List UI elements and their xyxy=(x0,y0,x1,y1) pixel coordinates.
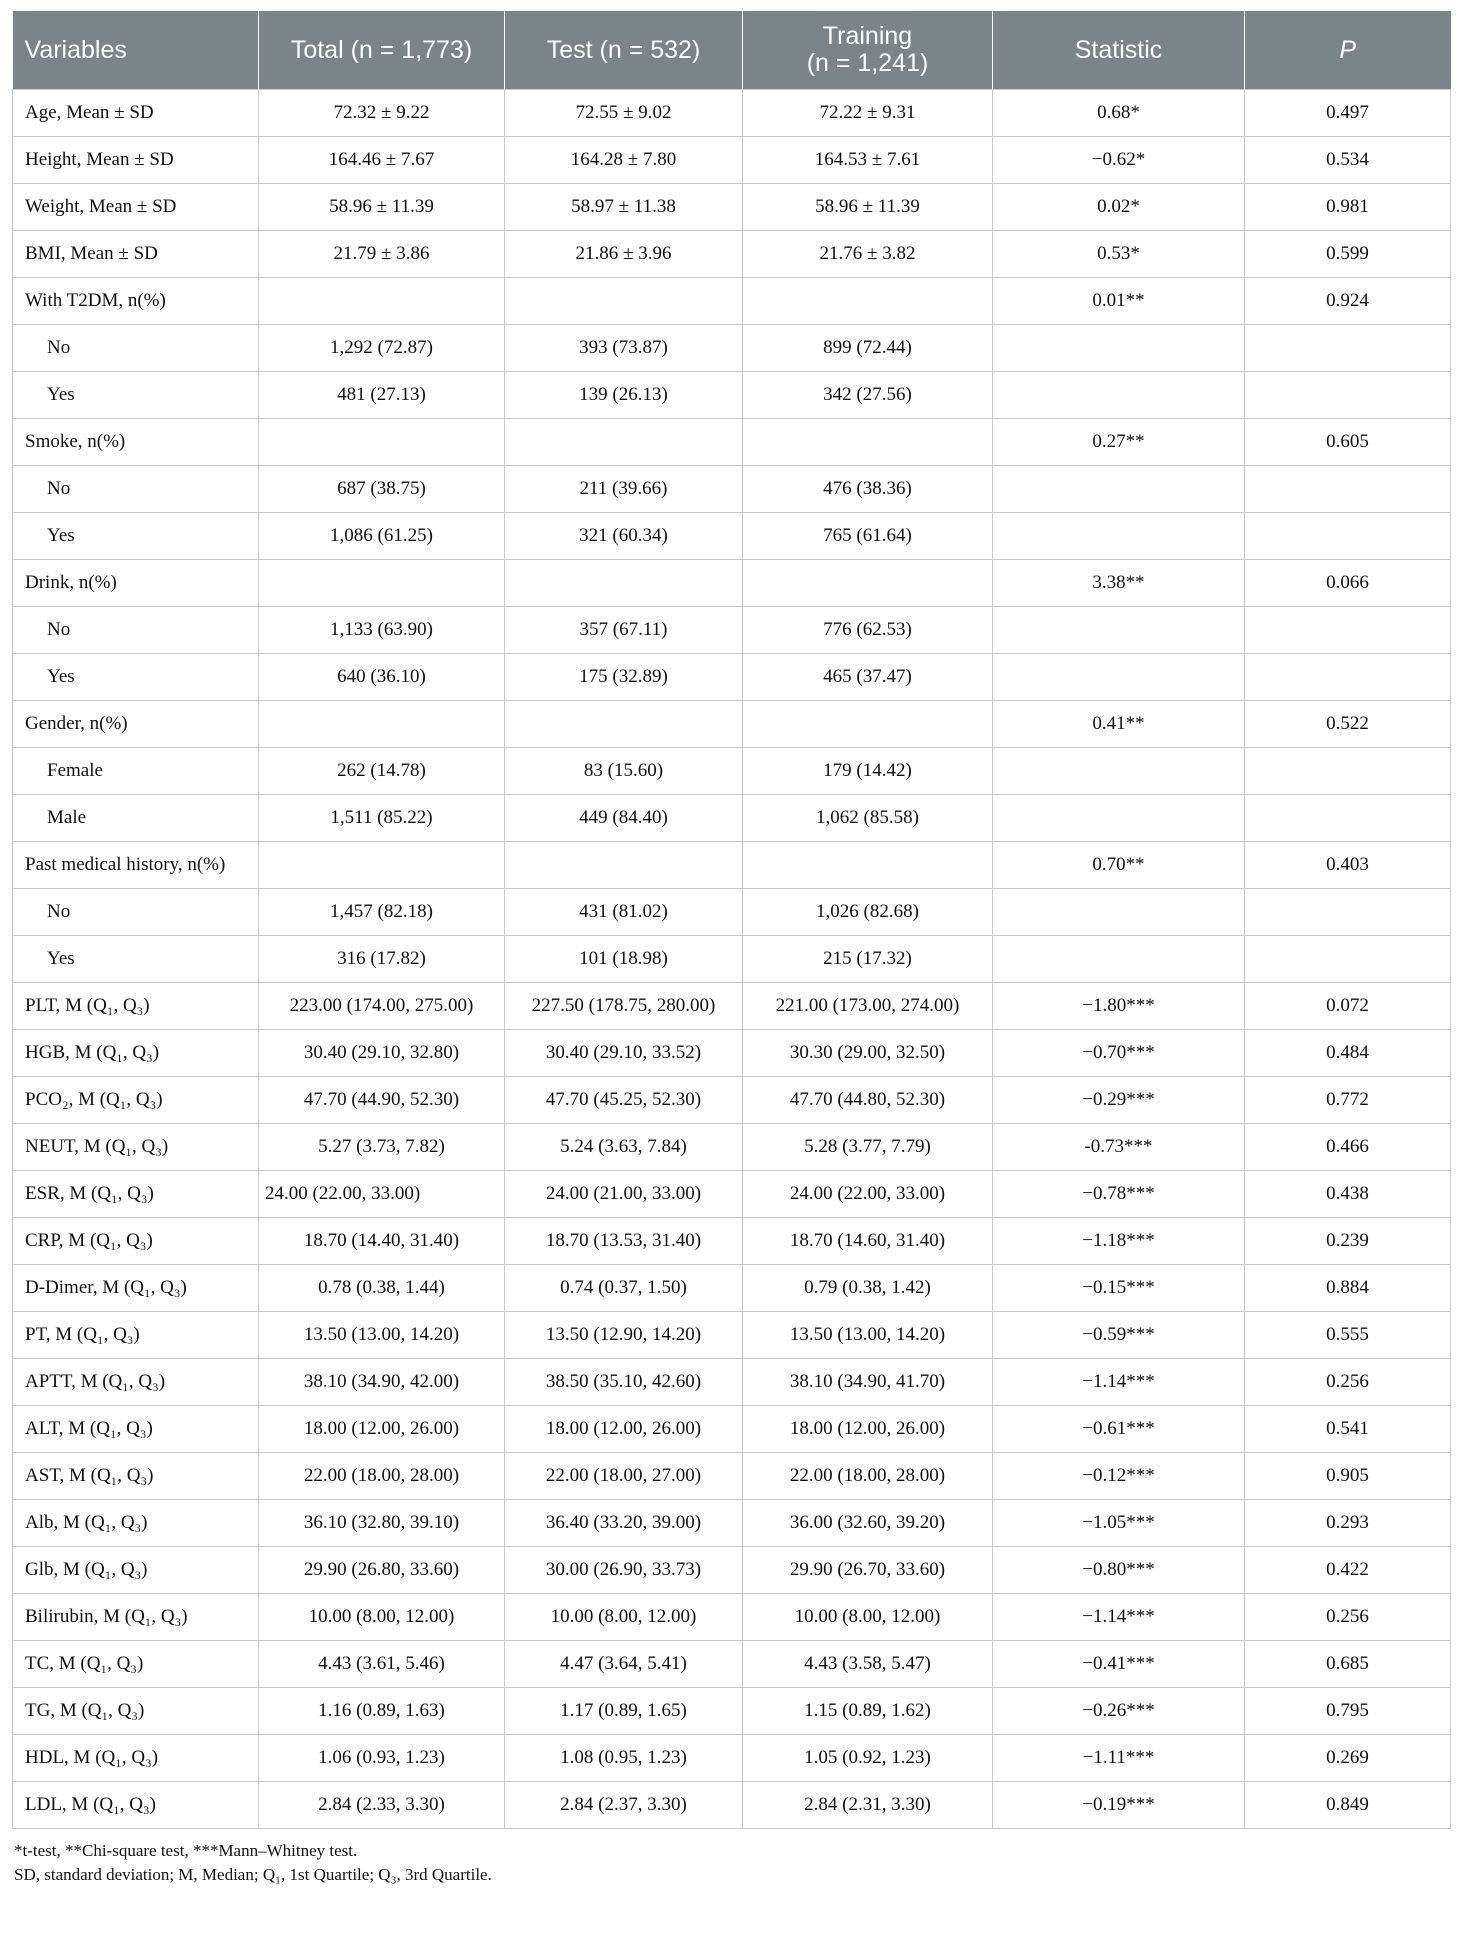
table-row xyxy=(13,137,1451,184)
p-value-cell: 0.403 xyxy=(1245,842,1451,889)
training-cell: 0.79 (0.38, 1.42) xyxy=(743,1265,993,1312)
training-cell: 164.53 ± 7.61 xyxy=(743,137,993,184)
total-cell: 18.70 (14.40, 31.40) xyxy=(259,1218,505,1265)
training-cell: 38.10 (34.90, 41.70) xyxy=(743,1359,993,1406)
test-cell: 0.74 (0.37, 1.50) xyxy=(505,1265,743,1312)
table-row xyxy=(13,1124,1451,1171)
p-value-cell: 0.484 xyxy=(1245,1030,1451,1077)
training-cell: 2.84 (2.31, 3.30) xyxy=(743,1782,993,1829)
total-cell: 1,457 (82.18) xyxy=(259,889,505,936)
total-cell: 316 (17.82) xyxy=(259,936,505,983)
p-value-cell: 0.466 xyxy=(1245,1124,1451,1171)
table-row xyxy=(13,1312,1451,1359)
total-cell: 0.78 (0.38, 1.44) xyxy=(259,1265,505,1312)
table-row xyxy=(13,1453,1451,1500)
statistic-cell: −0.15*** xyxy=(993,1265,1245,1312)
total-cell: 10.00 (8.00, 12.00) xyxy=(259,1594,505,1641)
test-cell xyxy=(505,842,743,889)
training-cell: 58.96 ± 11.39 xyxy=(743,184,993,231)
variable-cell: Alb, M (Q₁, Q₃) xyxy=(13,1500,259,1547)
training-cell: 1.15 (0.89, 1.62) xyxy=(743,1688,993,1735)
total-cell: 30.40 (29.10, 32.80) xyxy=(259,1030,505,1077)
test-cell xyxy=(505,560,743,607)
total-cell: 1.16 (0.89, 1.63) xyxy=(259,1688,505,1735)
total-cell: 58.96 ± 11.39 xyxy=(259,184,505,231)
test-cell: 83 (15.60) xyxy=(505,748,743,795)
test-cell xyxy=(505,419,743,466)
variable-cell: Yes xyxy=(13,654,259,701)
total-cell: 38.10 (34.90, 42.00) xyxy=(259,1359,505,1406)
variable-cell: LDL, M (Q₁, Q₃) xyxy=(13,1782,259,1829)
variable-cell: CRP, M (Q₁, Q₃) xyxy=(13,1218,259,1265)
statistic-cell xyxy=(993,372,1245,419)
header-training: Training (n = 1,241) xyxy=(743,11,993,90)
training-cell xyxy=(743,701,993,748)
header-row xyxy=(13,11,1451,90)
training-cell: 1,062 (85.58) xyxy=(743,795,993,842)
variable-cell: Past medical history, n(%) xyxy=(13,842,259,889)
training-cell: 4.43 (3.58, 5.47) xyxy=(743,1641,993,1688)
table-row xyxy=(13,889,1451,936)
test-cell: 1.17 (0.89, 1.65) xyxy=(505,1688,743,1735)
test-cell: 30.00 (26.90, 33.73) xyxy=(505,1547,743,1594)
total-cell: 47.70 (44.90, 52.30) xyxy=(259,1077,505,1124)
table-row xyxy=(13,513,1451,560)
total-cell xyxy=(259,278,505,325)
variable-cell: APTT, M (Q₁, Q₃) xyxy=(13,1359,259,1406)
table-row xyxy=(13,1030,1451,1077)
variable-cell: With T2DM, n(%) xyxy=(13,278,259,325)
statistic-cell: −0.78*** xyxy=(993,1171,1245,1218)
p-value-cell xyxy=(1245,748,1451,795)
statistic-cell: −0.70*** xyxy=(993,1030,1245,1077)
test-cell: 431 (81.02) xyxy=(505,889,743,936)
table-row xyxy=(13,278,1451,325)
training-cell: 29.90 (26.70, 33.60) xyxy=(743,1547,993,1594)
header-test: Test (n = 532) xyxy=(505,11,743,90)
test-cell: 22.00 (18.00, 27.00) xyxy=(505,1453,743,1500)
table-row xyxy=(13,1265,1451,1312)
table-container xyxy=(12,11,1450,1887)
variable-cell: Drink, n(%) xyxy=(13,560,259,607)
total-cell: 29.90 (26.80, 33.60) xyxy=(259,1547,505,1594)
table-row xyxy=(13,184,1451,231)
header-variables: Variables xyxy=(13,11,259,90)
training-cell: 179 (14.42) xyxy=(743,748,993,795)
variable-cell: Female xyxy=(13,748,259,795)
p-value-cell: 0.795 xyxy=(1245,1688,1451,1735)
variable-cell: HGB, M (Q₁, Q₃) xyxy=(13,1030,259,1077)
training-cell: 342 (27.56) xyxy=(743,372,993,419)
training-cell: 1,026 (82.68) xyxy=(743,889,993,936)
training-cell xyxy=(743,560,993,607)
test-cell: 47.70 (45.25, 52.30) xyxy=(505,1077,743,1124)
total-cell: 36.10 (32.80, 39.10) xyxy=(259,1500,505,1547)
statistic-cell: 0.41** xyxy=(993,701,1245,748)
total-cell: 21.79 ± 3.86 xyxy=(259,231,505,278)
statistic-cell: −1.14*** xyxy=(993,1594,1245,1641)
table-row xyxy=(13,1359,1451,1406)
p-value-cell: 0.981 xyxy=(1245,184,1451,231)
total-cell xyxy=(259,419,505,466)
statistic-cell xyxy=(993,466,1245,513)
total-cell: 5.27 (3.73, 7.82) xyxy=(259,1124,505,1171)
table-row xyxy=(13,1547,1451,1594)
table-row xyxy=(13,1594,1451,1641)
training-cell: 476 (38.36) xyxy=(743,466,993,513)
training-cell: 221.00 (173.00, 274.00) xyxy=(743,983,993,1030)
training-cell xyxy=(743,842,993,889)
total-cell xyxy=(259,842,505,889)
p-value-cell: 0.849 xyxy=(1245,1782,1451,1829)
test-cell: 4.47 (3.64, 5.41) xyxy=(505,1641,743,1688)
table-row xyxy=(13,1406,1451,1453)
p-value-cell xyxy=(1245,607,1451,654)
total-cell: 481 (27.13) xyxy=(259,372,505,419)
variable-cell: Smoke, n(%) xyxy=(13,419,259,466)
p-value-cell xyxy=(1245,372,1451,419)
test-cell: 393 (73.87) xyxy=(505,325,743,372)
variable-cell: PCO₂, M (Q₁, Q₃) xyxy=(13,1077,259,1124)
p-value-cell: 0.072 xyxy=(1245,983,1451,1030)
training-cell: 24.00 (22.00, 33.00) xyxy=(743,1171,993,1218)
table-row xyxy=(13,1782,1451,1829)
variable-cell: NEUT, M (Q₁, Q₃) xyxy=(13,1124,259,1171)
variable-cell: D-Dimer, M (Q₁, Q₃) xyxy=(13,1265,259,1312)
test-cell: 38.50 (35.10, 42.60) xyxy=(505,1359,743,1406)
total-cell: 72.32 ± 9.22 xyxy=(259,90,505,137)
test-cell: 5.24 (3.63, 7.84) xyxy=(505,1124,743,1171)
test-cell: 357 (67.11) xyxy=(505,607,743,654)
table-row xyxy=(13,607,1451,654)
training-cell: 18.00 (12.00, 26.00) xyxy=(743,1406,993,1453)
table-row xyxy=(13,372,1451,419)
training-cell: 776 (62.53) xyxy=(743,607,993,654)
variable-cell: AST, M (Q₁, Q₃) xyxy=(13,1453,259,1500)
total-cell: 1,133 (63.90) xyxy=(259,607,505,654)
statistic-cell: 3.38** xyxy=(993,560,1245,607)
total-cell: 13.50 (13.00, 14.20) xyxy=(259,1312,505,1359)
p-value-cell: 0.497 xyxy=(1245,90,1451,137)
p-value-cell: 0.256 xyxy=(1245,1594,1451,1641)
total-cell: 1,511 (85.22) xyxy=(259,795,505,842)
table-row xyxy=(13,936,1451,983)
variable-cell: No xyxy=(13,607,259,654)
total-cell: 262 (14.78) xyxy=(259,748,505,795)
training-cell: 30.30 (29.00, 32.50) xyxy=(743,1030,993,1077)
test-cell: 13.50 (12.90, 14.20) xyxy=(505,1312,743,1359)
training-cell xyxy=(743,419,993,466)
p-value-cell: 0.555 xyxy=(1245,1312,1451,1359)
statistic-cell: −1.14*** xyxy=(993,1359,1245,1406)
training-cell: 72.22 ± 9.31 xyxy=(743,90,993,137)
statistic-cell xyxy=(993,795,1245,842)
statistic-cell xyxy=(993,889,1245,936)
statistic-cell: 0.70** xyxy=(993,842,1245,889)
table-row xyxy=(13,419,1451,466)
total-cell xyxy=(259,560,505,607)
footnote-abbreviations: SD, standard deviation; M, Median; Q₁, 1st Quartile; Q₃, 3rd Quartile. xyxy=(14,1865,492,1884)
training-cell: 36.00 (32.60, 39.20) xyxy=(743,1500,993,1547)
variable-cell: Gender, n(%) xyxy=(13,701,259,748)
table-row xyxy=(13,748,1451,795)
test-cell: 24.00 (21.00, 33.00) xyxy=(505,1171,743,1218)
statistic-cell: 0.02* xyxy=(993,184,1245,231)
test-cell: 175 (32.89) xyxy=(505,654,743,701)
footnote-tests: *t-test, **Chi-square test, ***Mann–Whitney test. xyxy=(14,1841,358,1860)
statistic-cell: −0.80*** xyxy=(993,1547,1245,1594)
statistic-cell xyxy=(993,325,1245,372)
table-row xyxy=(13,654,1451,701)
variable-cell: Yes xyxy=(13,372,259,419)
statistic-cell xyxy=(993,654,1245,701)
p-value-cell xyxy=(1245,513,1451,560)
p-value-cell: 0.605 xyxy=(1245,419,1451,466)
training-cell: 1.05 (0.92, 1.23) xyxy=(743,1735,993,1782)
test-cell: 58.97 ± 11.38 xyxy=(505,184,743,231)
training-cell: 18.70 (14.60, 31.40) xyxy=(743,1218,993,1265)
p-value-cell xyxy=(1245,889,1451,936)
table-row xyxy=(13,701,1451,748)
training-cell: 465 (37.47) xyxy=(743,654,993,701)
total-cell xyxy=(259,701,505,748)
total-cell: 687 (38.75) xyxy=(259,466,505,513)
training-cell: 21.76 ± 3.82 xyxy=(743,231,993,278)
variable-cell: ALT, M (Q₁, Q₃) xyxy=(13,1406,259,1453)
table-row xyxy=(13,1171,1451,1218)
table-body xyxy=(13,90,1451,1829)
variable-cell: PT, M (Q₁, Q₃) xyxy=(13,1312,259,1359)
table-row xyxy=(13,90,1451,137)
header-total: Total (n = 1,773) xyxy=(259,11,505,90)
p-value-cell: 0.884 xyxy=(1245,1265,1451,1312)
p-value-cell: 0.772 xyxy=(1245,1077,1451,1124)
table-row xyxy=(13,325,1451,372)
variable-cell: Male xyxy=(13,795,259,842)
p-value-cell: 0.599 xyxy=(1245,231,1451,278)
variable-cell: HDL, M (Q₁, Q₃) xyxy=(13,1735,259,1782)
variable-cell: Yes xyxy=(13,936,259,983)
table-row xyxy=(13,231,1451,278)
total-cell: 223.00 (174.00, 275.00) xyxy=(259,983,505,1030)
total-cell: 4.43 (3.61, 5.46) xyxy=(259,1641,505,1688)
p-value-cell: 0.534 xyxy=(1245,137,1451,184)
statistic-cell: −1.05*** xyxy=(993,1500,1245,1547)
statistic-cell: −1.80*** xyxy=(993,983,1245,1030)
statistic-cell: −0.19*** xyxy=(993,1782,1245,1829)
total-cell: 24.00 (22.00, 33.00) xyxy=(259,1171,505,1218)
variable-cell: ESR, M (Q₁, Q₃) xyxy=(13,1171,259,1218)
total-cell: 1,292 (72.87) xyxy=(259,325,505,372)
p-value-cell: 0.685 xyxy=(1245,1641,1451,1688)
variable-cell: Yes xyxy=(13,513,259,560)
statistic-cell: −1.18*** xyxy=(993,1218,1245,1265)
training-cell: 215 (17.32) xyxy=(743,936,993,983)
variable-cell: TG, M (Q₁, Q₃) xyxy=(13,1688,259,1735)
total-cell: 1,086 (61.25) xyxy=(259,513,505,560)
test-cell: 1.08 (0.95, 1.23) xyxy=(505,1735,743,1782)
statistic-cell: −1.11*** xyxy=(993,1735,1245,1782)
p-value-cell: 0.422 xyxy=(1245,1547,1451,1594)
baseline-characteristics-table xyxy=(12,11,1451,1829)
p-value-cell: 0.293 xyxy=(1245,1500,1451,1547)
statistic-cell: −0.59*** xyxy=(993,1312,1245,1359)
statistic-cell xyxy=(993,748,1245,795)
p-value-cell xyxy=(1245,936,1451,983)
variable-cell: BMI, Mean ± SD xyxy=(13,231,259,278)
statistic-cell: -0.73*** xyxy=(993,1124,1245,1171)
p-value-cell: 0.256 xyxy=(1245,1359,1451,1406)
table-row xyxy=(13,1641,1451,1688)
statistic-cell: 0.27** xyxy=(993,419,1245,466)
statistic-cell: −0.62* xyxy=(993,137,1245,184)
statistic-cell: −0.61*** xyxy=(993,1406,1245,1453)
p-value-cell xyxy=(1245,795,1451,842)
statistic-cell xyxy=(993,936,1245,983)
statistic-cell: 0.68* xyxy=(993,90,1245,137)
p-value-cell: 0.541 xyxy=(1245,1406,1451,1453)
test-cell xyxy=(505,278,743,325)
variable-cell: No xyxy=(13,889,259,936)
training-cell: 47.70 (44.80, 52.30) xyxy=(743,1077,993,1124)
test-cell: 227.50 (178.75, 280.00) xyxy=(505,983,743,1030)
table-row xyxy=(13,983,1451,1030)
training-cell: 10.00 (8.00, 12.00) xyxy=(743,1594,993,1641)
header-p: P xyxy=(1245,11,1451,90)
table-row xyxy=(13,795,1451,842)
test-cell: 164.28 ± 7.80 xyxy=(505,137,743,184)
test-cell: 30.40 (29.10, 33.52) xyxy=(505,1030,743,1077)
total-cell: 22.00 (18.00, 28.00) xyxy=(259,1453,505,1500)
total-cell: 640 (36.10) xyxy=(259,654,505,701)
total-cell: 2.84 (2.33, 3.30) xyxy=(259,1782,505,1829)
p-value-cell: 0.522 xyxy=(1245,701,1451,748)
p-value-cell xyxy=(1245,325,1451,372)
test-cell: 2.84 (2.37, 3.30) xyxy=(505,1782,743,1829)
p-value-cell: 0.239 xyxy=(1245,1218,1451,1265)
training-cell xyxy=(743,278,993,325)
table-row xyxy=(13,560,1451,607)
test-cell: 21.86 ± 3.96 xyxy=(505,231,743,278)
p-value-cell: 0.438 xyxy=(1245,1171,1451,1218)
statistic-cell xyxy=(993,513,1245,560)
variable-cell: Weight, Mean ± SD xyxy=(13,184,259,231)
test-cell: 72.55 ± 9.02 xyxy=(505,90,743,137)
test-cell: 449 (84.40) xyxy=(505,795,743,842)
variable-cell: Bilirubin, M (Q₁, Q₃) xyxy=(13,1594,259,1641)
table-row xyxy=(13,466,1451,513)
statistic-cell: −0.41*** xyxy=(993,1641,1245,1688)
table-footnotes xyxy=(12,1839,1450,1887)
training-cell: 5.28 (3.77, 7.79) xyxy=(743,1124,993,1171)
training-cell: 13.50 (13.00, 14.20) xyxy=(743,1312,993,1359)
p-value-cell: 0.269 xyxy=(1245,1735,1451,1782)
statistic-cell: −0.12*** xyxy=(993,1453,1245,1500)
variable-cell: PLT, M (Q₁, Q₃) xyxy=(13,983,259,1030)
statistic-cell: −0.26*** xyxy=(993,1688,1245,1735)
variable-cell: Glb, M (Q₁, Q₃) xyxy=(13,1547,259,1594)
total-cell: 164.46 ± 7.67 xyxy=(259,137,505,184)
training-cell: 22.00 (18.00, 28.00) xyxy=(743,1453,993,1500)
test-cell: 101 (18.98) xyxy=(505,936,743,983)
table-row xyxy=(13,1218,1451,1265)
p-value-cell xyxy=(1245,654,1451,701)
variable-cell: No xyxy=(13,466,259,513)
variable-cell: Height, Mean ± SD xyxy=(13,137,259,184)
total-cell: 18.00 (12.00, 26.00) xyxy=(259,1406,505,1453)
statistic-cell: 0.01** xyxy=(993,278,1245,325)
training-cell: 899 (72.44) xyxy=(743,325,993,372)
variable-cell: TC, M (Q₁, Q₃) xyxy=(13,1641,259,1688)
test-cell xyxy=(505,701,743,748)
variable-cell: No xyxy=(13,325,259,372)
test-cell: 18.00 (12.00, 26.00) xyxy=(505,1406,743,1453)
test-cell: 139 (26.13) xyxy=(505,372,743,419)
table-row xyxy=(13,842,1451,889)
p-value-cell xyxy=(1245,466,1451,513)
test-cell: 18.70 (13.53, 31.40) xyxy=(505,1218,743,1265)
test-cell: 211 (39.66) xyxy=(505,466,743,513)
test-cell: 321 (60.34) xyxy=(505,513,743,560)
statistic-cell: −0.29*** xyxy=(993,1077,1245,1124)
test-cell: 10.00 (8.00, 12.00) xyxy=(505,1594,743,1641)
table-row xyxy=(13,1688,1451,1735)
total-cell: 1.06 (0.93, 1.23) xyxy=(259,1735,505,1782)
p-value-cell: 0.066 xyxy=(1245,560,1451,607)
header-statistic: Statistic xyxy=(993,11,1245,90)
statistic-cell xyxy=(993,607,1245,654)
p-value-cell: 0.924 xyxy=(1245,278,1451,325)
table-row xyxy=(13,1500,1451,1547)
table-row xyxy=(13,1077,1451,1124)
statistic-cell: 0.53* xyxy=(993,231,1245,278)
test-cell: 36.40 (33.20, 39.00) xyxy=(505,1500,743,1547)
table-row xyxy=(13,1735,1451,1782)
training-cell: 765 (61.64) xyxy=(743,513,993,560)
variable-cell: Age, Mean ± SD xyxy=(13,90,259,137)
p-value-cell: 0.905 xyxy=(1245,1453,1451,1500)
